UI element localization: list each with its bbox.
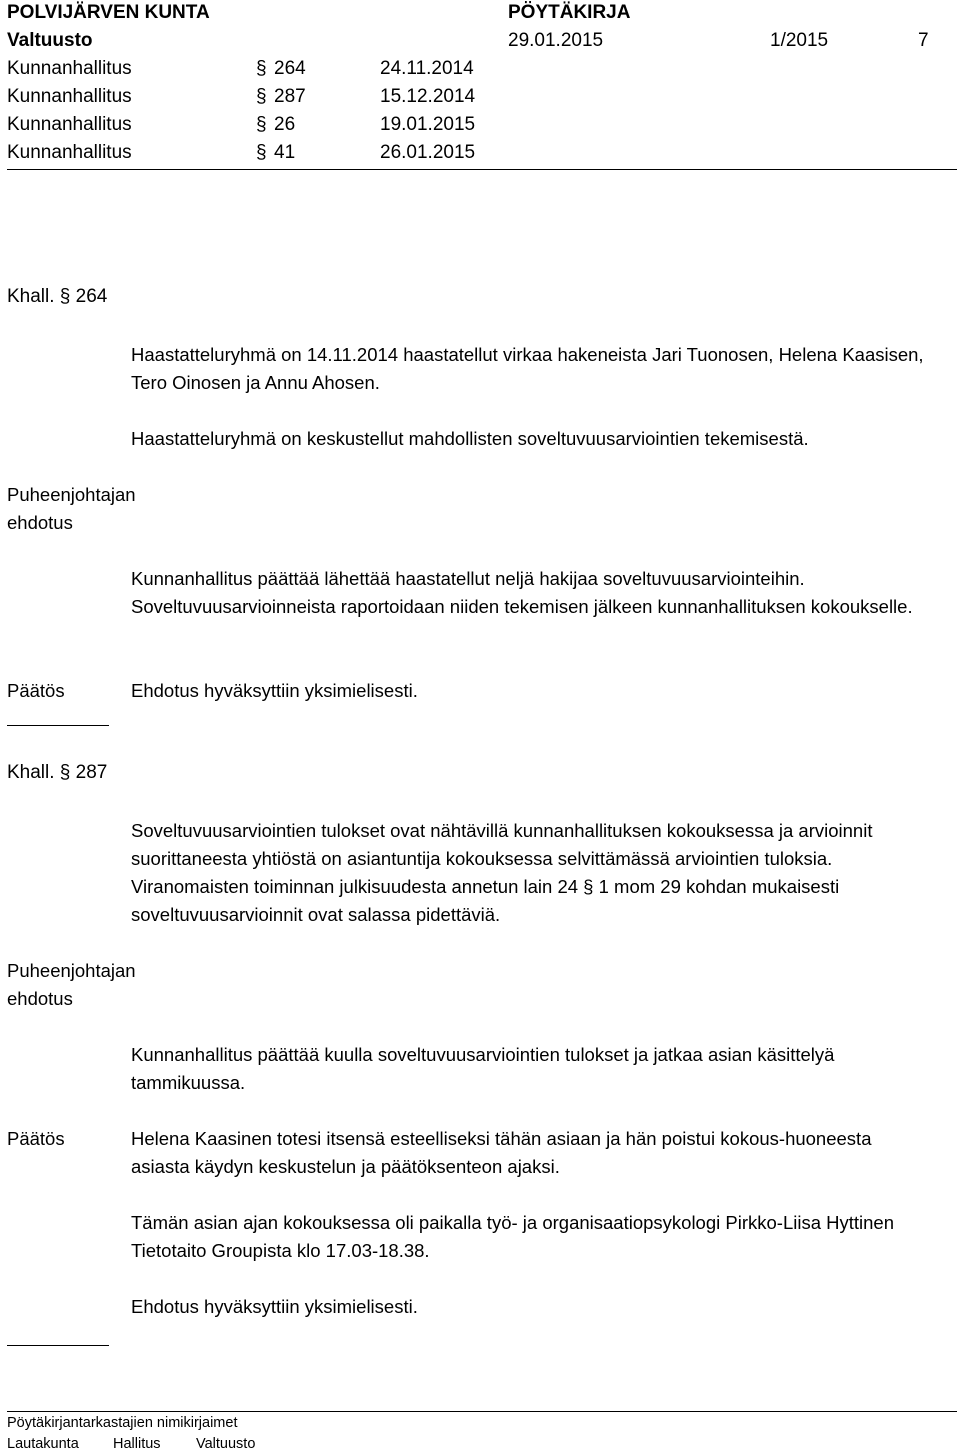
history-section: 264: [274, 58, 306, 79]
sec264-proposal: Kunnanhallitus päättää lähettää haastatellut neljä hakijaa soveltuvuusarviointeihin. Soveltuvuusarvioinneista raportoidaan niiden tekemisen jälkeen kunnanhallituksen kokoukselle.: [131, 568, 913, 617]
sec264-proposal-label: Puheenjohtajan ehdotus: [7, 484, 136, 533]
section-symbol: §: [256, 142, 267, 163]
history-date: 19.01.2015: [380, 114, 476, 135]
sec264-paragraph-1: Haastatteluryhmä on 14.11.2014 haastatellut virkaa hakeneista Jari Tuonosen, Helena Kaasisen, Tero Oinosen ja Annu Ahosen.: [131, 344, 924, 393]
footer-title: Pöytäkirjantarkastajien nimikirjaimet: [7, 1415, 238, 1431]
sec264-paragraph-2: Haastatteluryhmä on keskustellut mahdollisten soveltuvuusarviointien tekemisestä.: [131, 428, 809, 449]
sec287-proposal: Kunnanhallitus päättää kuulla soveltuvuusarviointien tulokset ja jatkaa asian käsittelyä tammikuussa.: [131, 1044, 835, 1093]
footer-col-valtuusto: Valtuusto: [196, 1436, 256, 1452]
sec287-paragraph-1: Soveltuvuusarviointien tulokset ovat nähtävillä kunnanhallituksen kokouksessa ja arvioinnit suorittaneesta yhtiöstä on asiantuntija kokouksessa selvittämässä arviointien tuloksia. Viranomaisten toiminnan julkisuudesta annetun lain 24 § 1 mom 29 kohdan mukaisesti soveltuvuusarvioinnit ovat salassa pidettäviä.: [131, 820, 873, 925]
history-date: 24.11.2014: [380, 58, 474, 79]
history-date: 15.12.2014: [380, 86, 476, 107]
footer-col-lautakunta: Lautakunta: [7, 1436, 79, 1452]
meeting-date: 29.01.2015: [508, 30, 604, 51]
sec287-proposal-label: Puheenjohtajan ehdotus: [7, 960, 136, 1009]
history-organ: Kunnanhallitus: [7, 114, 132, 135]
section-symbol: §: [256, 58, 267, 79]
history-organ: Kunnanhallitus: [7, 142, 132, 163]
sec287-decision-1: Helena Kaasinen totesi itsensä esteelliseksi tähän asiaan ja hän poistui kokous-huoneesta asiasta käydyn keskustelun ja päätöksenteon ajaksi.: [131, 1128, 872, 1177]
history-date: 26.01.2015: [380, 142, 476, 163]
section-end-rule: [7, 725, 109, 726]
sec287-decision-2: Tämän asian ajan kokouksessa oli paikalla työ- ja organisaatiopsykologi Pirkko-Liisa Hyttinen Tietotaito Groupista klo 17.03-18.38.: [131, 1212, 894, 1261]
document-type: PÖYTÄKIRJA: [508, 2, 631, 23]
sec264-decision: Ehdotus hyväksyttiin yksimielisesti.: [131, 680, 418, 701]
history-organ: Kunnanhallitus: [7, 58, 132, 79]
page-number: 7: [918, 30, 929, 51]
sec287-decision-label: Päätös: [7, 1128, 65, 1149]
section-heading-264: Khall. § 264: [7, 286, 108, 307]
sec287-decision-3: Ehdotus hyväksyttiin yksimielisesti.: [131, 1296, 418, 1317]
header-divider: [7, 169, 957, 170]
section-end-rule: [7, 1345, 109, 1346]
history-organ: Kunnanhallitus: [7, 86, 132, 107]
meeting-number: 1/2015: [770, 30, 829, 51]
history-section: 287: [274, 86, 306, 107]
history-section: 26: [274, 114, 296, 135]
sec264-decision-label: Päätös: [7, 680, 65, 701]
footer-divider: [7, 1411, 957, 1412]
municipality-name: POLVIJÄRVEN KUNTA: [7, 2, 210, 23]
section-symbol: §: [256, 86, 267, 107]
body-name: Valtuusto: [7, 30, 93, 51]
footer-col-hallitus: Hallitus: [113, 1436, 161, 1452]
history-section: 41: [274, 142, 296, 163]
section-heading-287: Khall. § 287: [7, 762, 108, 783]
section-symbol: §: [256, 114, 267, 135]
